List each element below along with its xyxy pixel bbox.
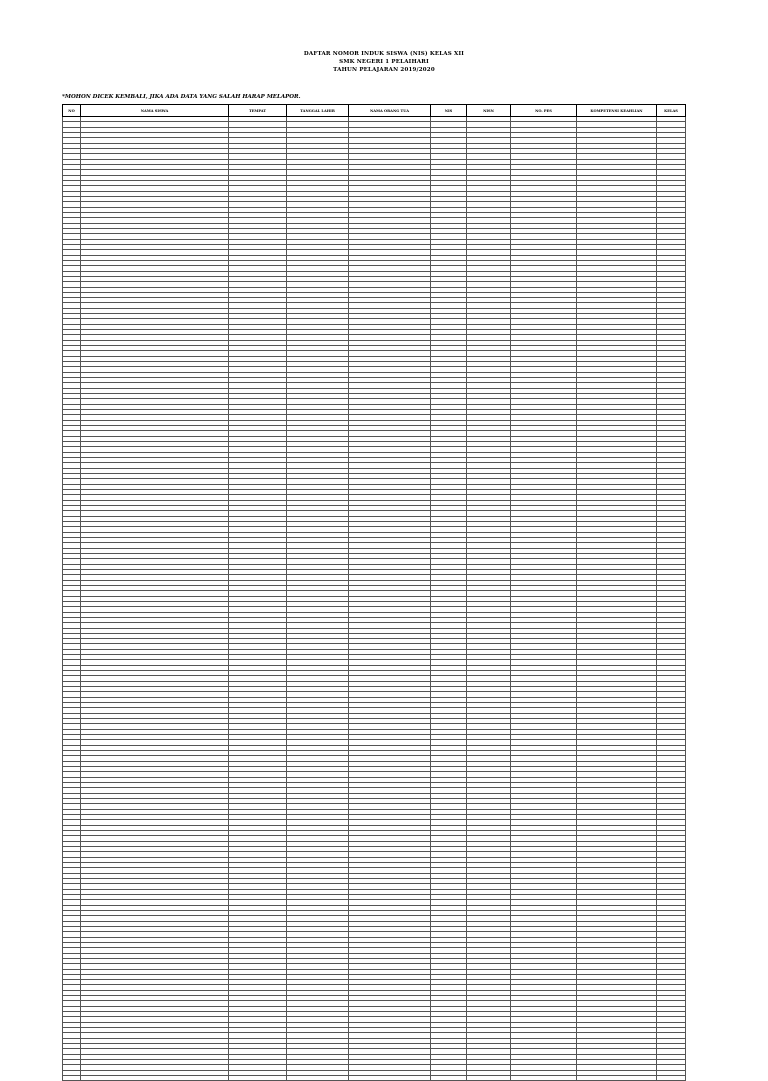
column-header: NO. PES (511, 105, 577, 117)
table-cell (63, 1076, 81, 1081)
table-cell (511, 1076, 577, 1081)
table-cell (657, 1076, 686, 1081)
title-line: DAFTAR NOMOR INDUK SISWA (NIS) KELAS XII (303, 51, 465, 57)
student-table (62, 104, 686, 1081)
column-header: NAMA SISWA (81, 105, 229, 117)
table-cell (229, 1076, 287, 1081)
school-name: SMK NEGERI 1 PELAIHARI (339, 59, 429, 65)
column-header: KOMPETENSI KEAHLIAN (577, 105, 657, 117)
table-cell (287, 1076, 349, 1081)
table-row (63, 1076, 686, 1081)
academic-year: TAHUN PELAJARAN 2019/2020 (333, 67, 435, 73)
table-cell (349, 1076, 431, 1081)
column-header: KELAS (657, 105, 686, 117)
column-header: NISN (467, 105, 511, 117)
column-header: NIS (431, 105, 467, 117)
table-body (63, 117, 686, 1081)
column-header: NAMA ORANG TUA (349, 105, 431, 117)
column-header: TEMPAT (229, 105, 287, 117)
column-header: TANGGAL LAHIR (287, 105, 349, 117)
table-cell (431, 1076, 467, 1081)
column-header: NO (63, 105, 81, 117)
table-cell (81, 1076, 229, 1081)
table-header-row (63, 105, 686, 117)
correction-note: *MOHON DICEK KEMBALI, JIKA ADA DATA YANG SALAH HARAP MELAPOR. (62, 94, 301, 100)
document-header (0, 50, 768, 74)
table-cell (577, 1076, 657, 1081)
table-cell (467, 1076, 511, 1081)
